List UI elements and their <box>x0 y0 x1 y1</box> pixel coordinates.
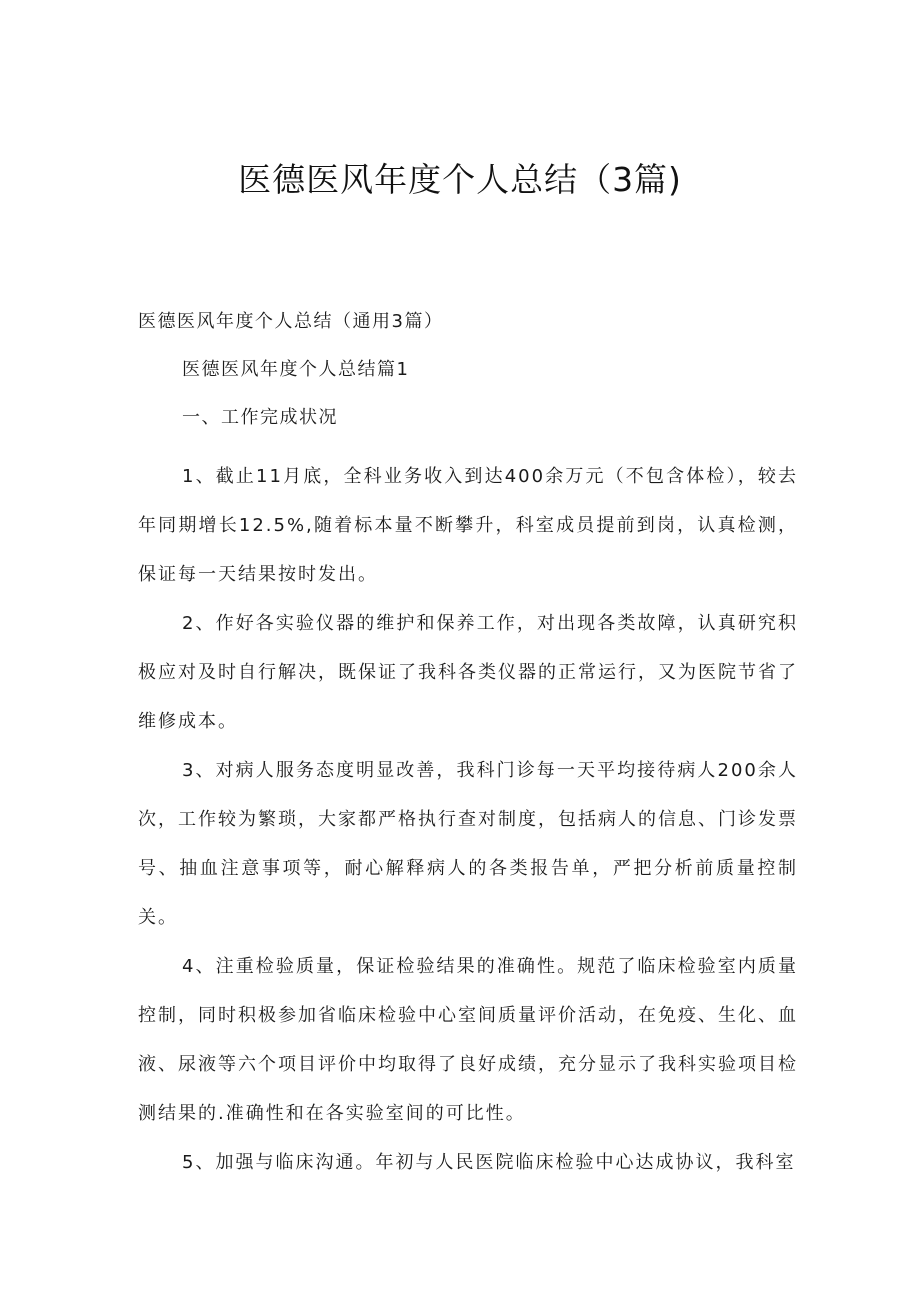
paragraph-3: 3、对病人服务态度明显改善，我科门诊每一天平均接待病人200余人次，工作较为繁琐，大家都严格执行查对制度，包括病人的信息、门诊发票号、抽血注意事项等，耐心解释病人的各类报告单，严把分析前质量控制关。 <box>138 760 798 928</box>
paragraph-5: 5、加强与临床沟通。年初与人民医院临床检验中心达成协议，我科室 <box>182 1152 796 1173</box>
document-subtitle: 医德医风年度个人总结（通用3篇） <box>138 311 444 332</box>
document-body <box>138 452 798 1187</box>
part-heading: 医德医风年度个人总结篇1 <box>182 359 410 380</box>
paragraph-4: 4、注重检验质量，保证检验结果的准确性。规范了临床检验室内质量控制，同时积极参加省临床检验中心室间质量评价活动，在免疫、生化、血液、尿液等六个项目评价中均取得了良好成绩，充分显示了我科实验项目检测结果的.准确性和在各实验室间的可比性。 <box>138 956 798 1124</box>
paragraph-1: 1、截止11月底，全科业务收入到达400余万元（不包含体检），较去年同期增长12.5%,随着标本量不断攀升，科室成员提前到岗，认真检测，保证每一天结果按时发出。 <box>138 466 798 585</box>
document-title: 医德医风年度个人总结（3篇) <box>238 160 682 199</box>
paragraph-2: 2、作好各实验仪器的维护和保养工作，对出现各类故障，认真研究积极应对及时自行解决，既保证了我科各类仪器的正常运行，又为医院节省了维修成本。 <box>138 613 798 732</box>
section-heading: 一、工作完成状况 <box>182 407 338 428</box>
